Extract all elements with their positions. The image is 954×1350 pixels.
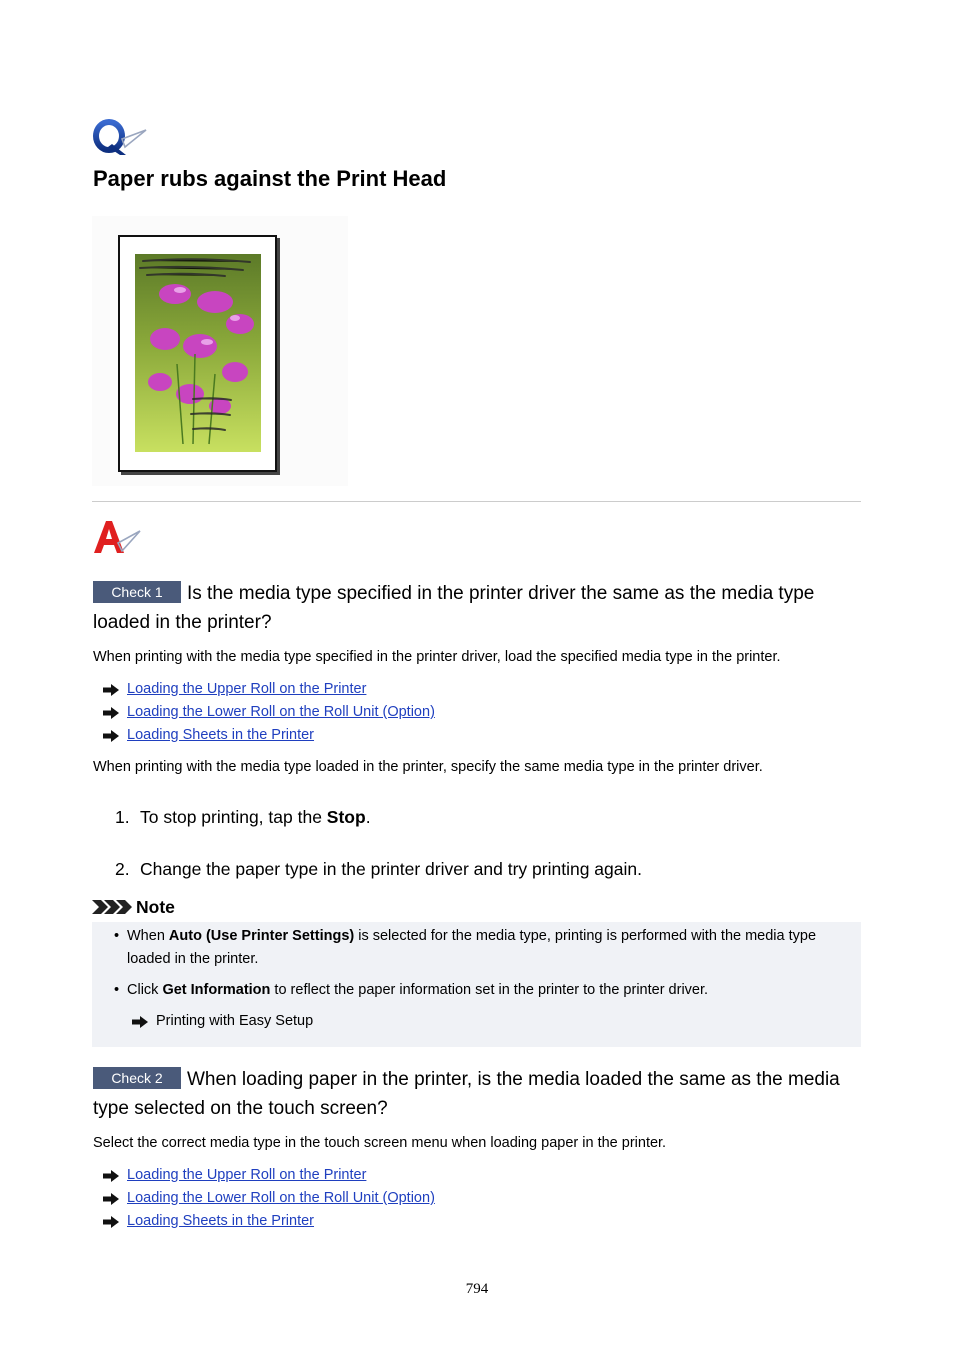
step-number: 2. <box>115 859 130 879</box>
check-1-link-list <box>103 678 435 747</box>
paper-sheet <box>118 235 277 472</box>
smudged-print-illustration <box>92 216 348 486</box>
note-chevrons-icon <box>92 899 132 915</box>
flower-photo <box>135 254 261 452</box>
question-icon <box>92 117 148 159</box>
list-item <box>103 1164 435 1187</box>
text-post: is selected for the media type, printing is performed with the media type loaded in the printer. <box>127 928 817 967</box>
note-bullet-text <box>114 925 834 971</box>
note-bullet-text <box>114 979 834 1002</box>
step-1 <box>115 807 371 828</box>
arrow-right-icon <box>103 1216 119 1228</box>
check-2-link-list <box>103 1164 435 1233</box>
bullet-dot: • <box>114 928 120 944</box>
step-2 <box>115 859 642 880</box>
bullet-dot: • <box>114 982 120 998</box>
check-1-question-text: Is the media type specified in the printer driver the same as the media type loaded in the printer? <box>93 583 815 633</box>
note-label: Note <box>136 896 175 917</box>
arrow-right-icon <box>103 730 119 742</box>
text-pre: Click <box>127 982 163 998</box>
arrow-right-icon <box>103 684 119 696</box>
note-sub-link[interactable] <box>132 1010 313 1033</box>
section-divider <box>92 501 861 502</box>
stop-label: Stop <box>326 807 366 827</box>
page-number: 794 <box>465 1281 489 1297</box>
check-2-badge: Check 2 <box>93 1067 181 1089</box>
check-2-question <box>93 1065 863 1123</box>
printing-with-easy-setup-link[interactable]: Printing with Easy Setup <box>156 1013 314 1029</box>
step-text: To stop printing, tap the <box>140 807 327 827</box>
check-1-paragraph-1: When printing with the media type specified in the printer driver, load the specified media type in the printer. <box>93 649 781 665</box>
arrow-right-icon <box>103 1170 119 1182</box>
page-title: Paper rubs against the Print Head <box>93 166 447 191</box>
check-1-question <box>93 579 863 637</box>
check-1-badge: Check 1 <box>93 581 181 603</box>
list-item <box>103 701 435 724</box>
link-loading-sheets[interactable]: Loading Sheets in the Printer <box>127 1213 315 1229</box>
get-information-label: Get Information <box>162 982 271 998</box>
link-lower-roll[interactable]: Loading the Lower Roll on the Roll Unit (Option) <box>127 1190 435 1206</box>
list-item <box>103 678 435 701</box>
note-bullet-2 <box>114 979 834 1002</box>
check-1-paragraph-2: When printing with the media type loaded in the printer, specify the same media type in the printer driver. <box>93 759 763 775</box>
answer-icon <box>92 519 142 557</box>
step-number: 1. <box>115 807 130 827</box>
link-upper-roll[interactable]: Loading the Upper Roll on the Printer <box>127 681 367 697</box>
text-post: to reflect the paper information set in the printer to the printer driver. <box>270 982 709 998</box>
auto-setting-label: Auto (Use Printer Settings) <box>168 928 355 944</box>
check-2-question-text: When loading paper in the printer, is the media loaded the same as the media type selected on the touch screen? <box>93 1069 840 1119</box>
check-2-paragraph-1: Select the correct media type in the touch screen menu when loading paper in the printer. <box>93 1135 667 1151</box>
link-loading-sheets[interactable]: Loading Sheets in the Printer <box>127 727 315 743</box>
arrow-right-icon <box>103 1193 119 1205</box>
note-header <box>92 897 175 917</box>
text-pre: When <box>127 928 169 944</box>
arrow-right-icon <box>103 707 119 719</box>
list-item <box>103 724 435 747</box>
link-upper-roll[interactable]: Loading the Upper Roll on the Printer <box>127 1167 367 1183</box>
note-bullet-1 <box>114 925 834 971</box>
step-text-end: . <box>365 807 371 827</box>
arrow-right-icon <box>132 1016 148 1028</box>
note-box <box>92 922 861 1047</box>
list-item <box>103 1187 435 1210</box>
link-lower-roll[interactable]: Loading the Lower Roll on the Roll Unit (Option) <box>127 704 435 720</box>
step-text: Change the paper type in the printer driver and try printing again. <box>140 859 642 879</box>
list-item <box>103 1210 435 1233</box>
